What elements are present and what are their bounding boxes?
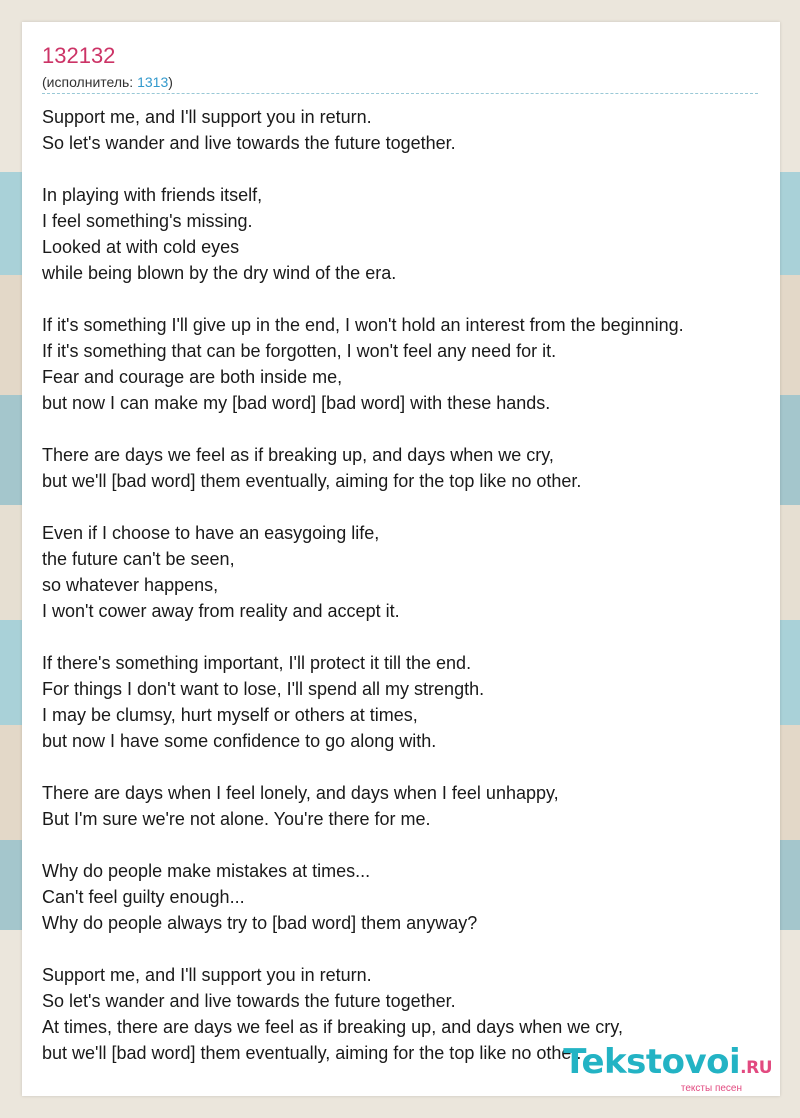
lyrics-line: but we'll [bad word] them eventually, aiming for the top like no other. bbox=[42, 1043, 582, 1063]
lyrics-line: So let's wander and live towards the future together. bbox=[42, 133, 456, 153]
lyrics-line: In playing with friends itself, bbox=[42, 185, 263, 205]
lyrics-line: So let's wander and live towards the future together. bbox=[42, 991, 456, 1011]
lyrics-line: At times, there are days we feel as if breaking up, and days when we cry, bbox=[42, 1017, 623, 1037]
lyrics-line: There are days we feel as if breaking up, and days when we cry, bbox=[42, 445, 554, 465]
lyrics-line: Why do people make mistakes at times... bbox=[42, 861, 371, 881]
lyrics-line: Why do people always try to [bad word] them anyway? bbox=[42, 913, 478, 933]
lyrics-stanza bbox=[42, 780, 780, 832]
performer-link[interactable]: 1313 bbox=[137, 74, 169, 90]
lyrics-line: Looked at with cold eyes bbox=[42, 237, 240, 257]
lyrics-line: but now I can make my [bad word] [bad word] with these hands. bbox=[42, 393, 551, 413]
lyrics-line: But I'm sure we're not alone. You're there for me. bbox=[42, 809, 431, 829]
performer-line bbox=[42, 73, 173, 91]
lyrics-line: If it's something I'll give up in the end, I won't hold an interest from the beginning. bbox=[42, 315, 684, 335]
lyrics-stanza bbox=[42, 858, 780, 936]
lyrics-card bbox=[22, 22, 780, 1096]
lyrics-line: while being blown by the dry wind of the era. bbox=[42, 263, 397, 283]
lyrics-line: For things I don't want to lose, I'll spend all my strength. bbox=[42, 679, 485, 699]
lyrics-line: If it's something that can be forgotten, I won't feel any need for it. bbox=[42, 341, 557, 361]
lyrics-line: Support me, and I'll support you in return. bbox=[42, 107, 372, 127]
performer-suffix: ) bbox=[168, 74, 173, 90]
lyrics-stanza bbox=[42, 312, 780, 416]
lyrics-body bbox=[42, 104, 780, 1092]
lyrics-stanza bbox=[42, 442, 780, 494]
lyrics-line: Fear and courage are both inside me, bbox=[42, 367, 343, 387]
lyrics-stanza bbox=[42, 182, 780, 286]
lyrics-line: so whatever happens, bbox=[42, 575, 219, 595]
lyrics-stanza bbox=[42, 520, 780, 624]
site-logo bbox=[563, 1042, 772, 1094]
title-divider bbox=[42, 93, 758, 94]
logo-tld: .RU bbox=[740, 1058, 772, 1078]
performer-prefix: (исполнитель: bbox=[42, 74, 138, 90]
logo-brand: Tekstovoi bbox=[563, 1042, 741, 1082]
lyrics-line: but we'll [bad word] them eventually, aiming for the top like no other. bbox=[42, 471, 582, 491]
lyrics-line: I feel something's missing. bbox=[42, 211, 253, 231]
lyrics-line: but now I have some confidence to go along with. bbox=[42, 731, 437, 751]
lyrics-stanza bbox=[42, 650, 780, 754]
lyrics-stanza bbox=[42, 104, 780, 156]
lyrics-line: I may be clumsy, hurt myself or others at times, bbox=[42, 705, 418, 725]
logo-tagline: тексты песен bbox=[680, 1083, 742, 1094]
lyrics-line: the future can't be seen, bbox=[42, 549, 235, 569]
lyrics-line: Can't feel guilty enough... bbox=[42, 887, 245, 907]
lyrics-line: Support me, and I'll support you in return. bbox=[42, 965, 372, 985]
lyrics-line: I won't cower away from reality and accept it. bbox=[42, 601, 400, 621]
lyrics-line: If there's something important, I'll protect it till the end. bbox=[42, 653, 472, 673]
lyrics-line: Even if I choose to have an easygoing life, bbox=[42, 523, 380, 543]
lyrics-line: There are days when I feel lonely, and days when I feel unhappy, bbox=[42, 783, 559, 803]
song-title: 132132 bbox=[42, 43, 116, 68]
